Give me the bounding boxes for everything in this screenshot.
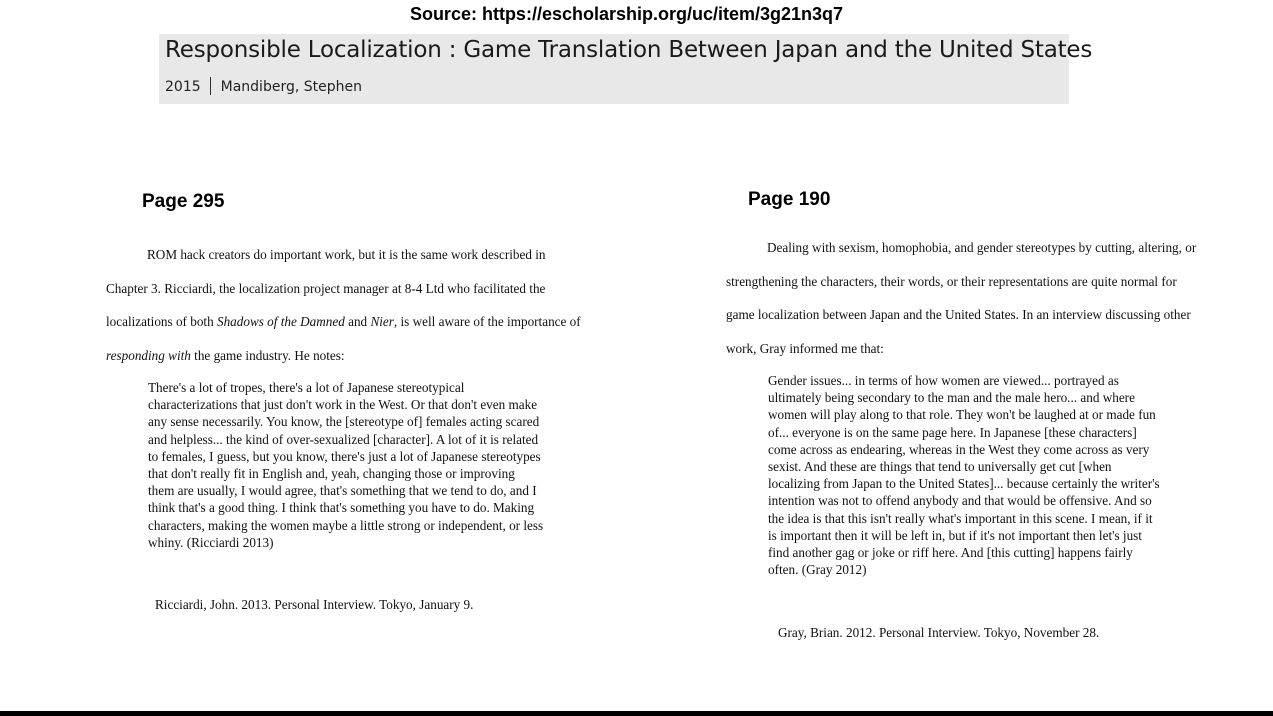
left-para-text: and xyxy=(344,314,371,329)
left-reference: Ricciardi, John. 2013. Personal Interview. Tokyo, January 9. xyxy=(155,597,474,612)
quote-line: find another gag or joke or riff here. And [this cutting] happens fairly xyxy=(768,545,1133,561)
document-header xyxy=(159,34,1093,104)
left-para-line: Chapter 3. Ricciardi, the localization project manager at 8-4 Ltd who facilitated the xyxy=(106,280,546,296)
document-title: Responsible Localization : Game Translation Between Japan and the United States xyxy=(165,37,1093,63)
right-reference: Gray, Brian. 2012. Personal Interview. Tokyo, November 28. xyxy=(778,625,1100,640)
quote-line: think that's a good thing. I think that's something you have to do. Making xyxy=(148,500,535,516)
publication-year: 2015 xyxy=(165,79,201,95)
right-para-line: work, Gray informed me that: xyxy=(726,340,884,356)
author-name: Mandiberg, Stephen xyxy=(220,79,362,95)
quote-line: them are usually, I would agree, that's something that we tend to do, and I xyxy=(148,483,537,499)
quote-line: women will play along to that role. They won't be laughed at or made fun xyxy=(768,407,1156,423)
right-para-line: strengthening the characters, their words, or their representations are quite normal for xyxy=(726,273,1177,289)
quote-line: come across as endearing, whereas in the West they come across as very xyxy=(768,441,1150,457)
quote-line: is important then it will be left in, but if it's not important then let's just xyxy=(768,527,1142,543)
quote-line: the idea is that this isn't really what's important in this scene. I mean, if it xyxy=(768,510,1153,526)
right-paragraph xyxy=(726,231,1196,365)
quote-line: characterizations that just don't work in the West. Or that don't even make xyxy=(148,397,538,413)
quote-line: There's a lot of tropes, there's a lot of Japanese stereotypical xyxy=(148,380,465,395)
left-para-text: , is well aware of the importance of xyxy=(393,314,581,329)
right-para-line: Dealing with sexism, homophobia, and gender stereotypes by cutting, altering, or xyxy=(767,240,1197,255)
game-title-italic: Shadows of the Damned xyxy=(216,314,345,329)
left-paragraph xyxy=(106,238,581,372)
left-page-label: Page 295 xyxy=(142,191,225,212)
left-para-line: ROM hack creators do important work, but it is the same work described in xyxy=(147,247,546,262)
left-para-text: the game industry. He notes: xyxy=(190,347,345,363)
source-url: Source: https://escholarship.org/uc/item/3g21n3q7 xyxy=(409,4,844,24)
quote-line: sexist. And these are things that tend to universally get cut [when xyxy=(768,459,1112,475)
quote-line: Gender issues... in terms of how women are viewed... portrayed as xyxy=(768,373,1119,388)
meta-separator xyxy=(210,77,211,95)
bottom-divider xyxy=(0,711,1273,716)
quote-line: intention was not to offend anybody and that would be offensive. And so xyxy=(768,493,1152,509)
quote-line: of... everyone is on the same page here. In Japanese [these characters] xyxy=(768,424,1137,440)
quote-line: often. (Gray 2012) xyxy=(768,562,867,578)
document-meta xyxy=(165,77,362,95)
left-block-quote xyxy=(148,379,543,551)
right-para-line: game localization between Japan and the United States. In an interview discussing other xyxy=(726,307,1191,322)
quote-line: whiny. (Ricciardi 2013) xyxy=(148,534,274,550)
left-para-text: localizations of both xyxy=(106,314,217,329)
game-title-italic: Nier xyxy=(370,314,394,329)
quote-line: any sense necessarily. You know, the [stereotype of] females acting scared xyxy=(148,414,540,430)
quote-line: to females, I guess, but you know, there's just a lot of Japanese stereotypes xyxy=(148,448,541,464)
quote-line: ultimately being secondary to the man and the male hero... and where xyxy=(768,390,1135,406)
italic-phrase: responding with xyxy=(106,347,191,363)
right-page-label: Page 190 xyxy=(748,189,831,210)
quote-line: localizing from Japan to the United States]... because certainly the writer's xyxy=(768,476,1160,492)
quote-line: that don't really fit in English and, yeah, changing those or improving xyxy=(148,466,515,482)
right-block-quote xyxy=(768,372,1160,578)
left-para-line xyxy=(106,339,581,373)
quote-line: characters, making the women maybe a little strong or independent, or less xyxy=(148,517,544,533)
quote-line: and helpless... the kind of over-sexualized [character]. A lot of it is related xyxy=(148,431,539,447)
left-para-line xyxy=(106,305,581,339)
